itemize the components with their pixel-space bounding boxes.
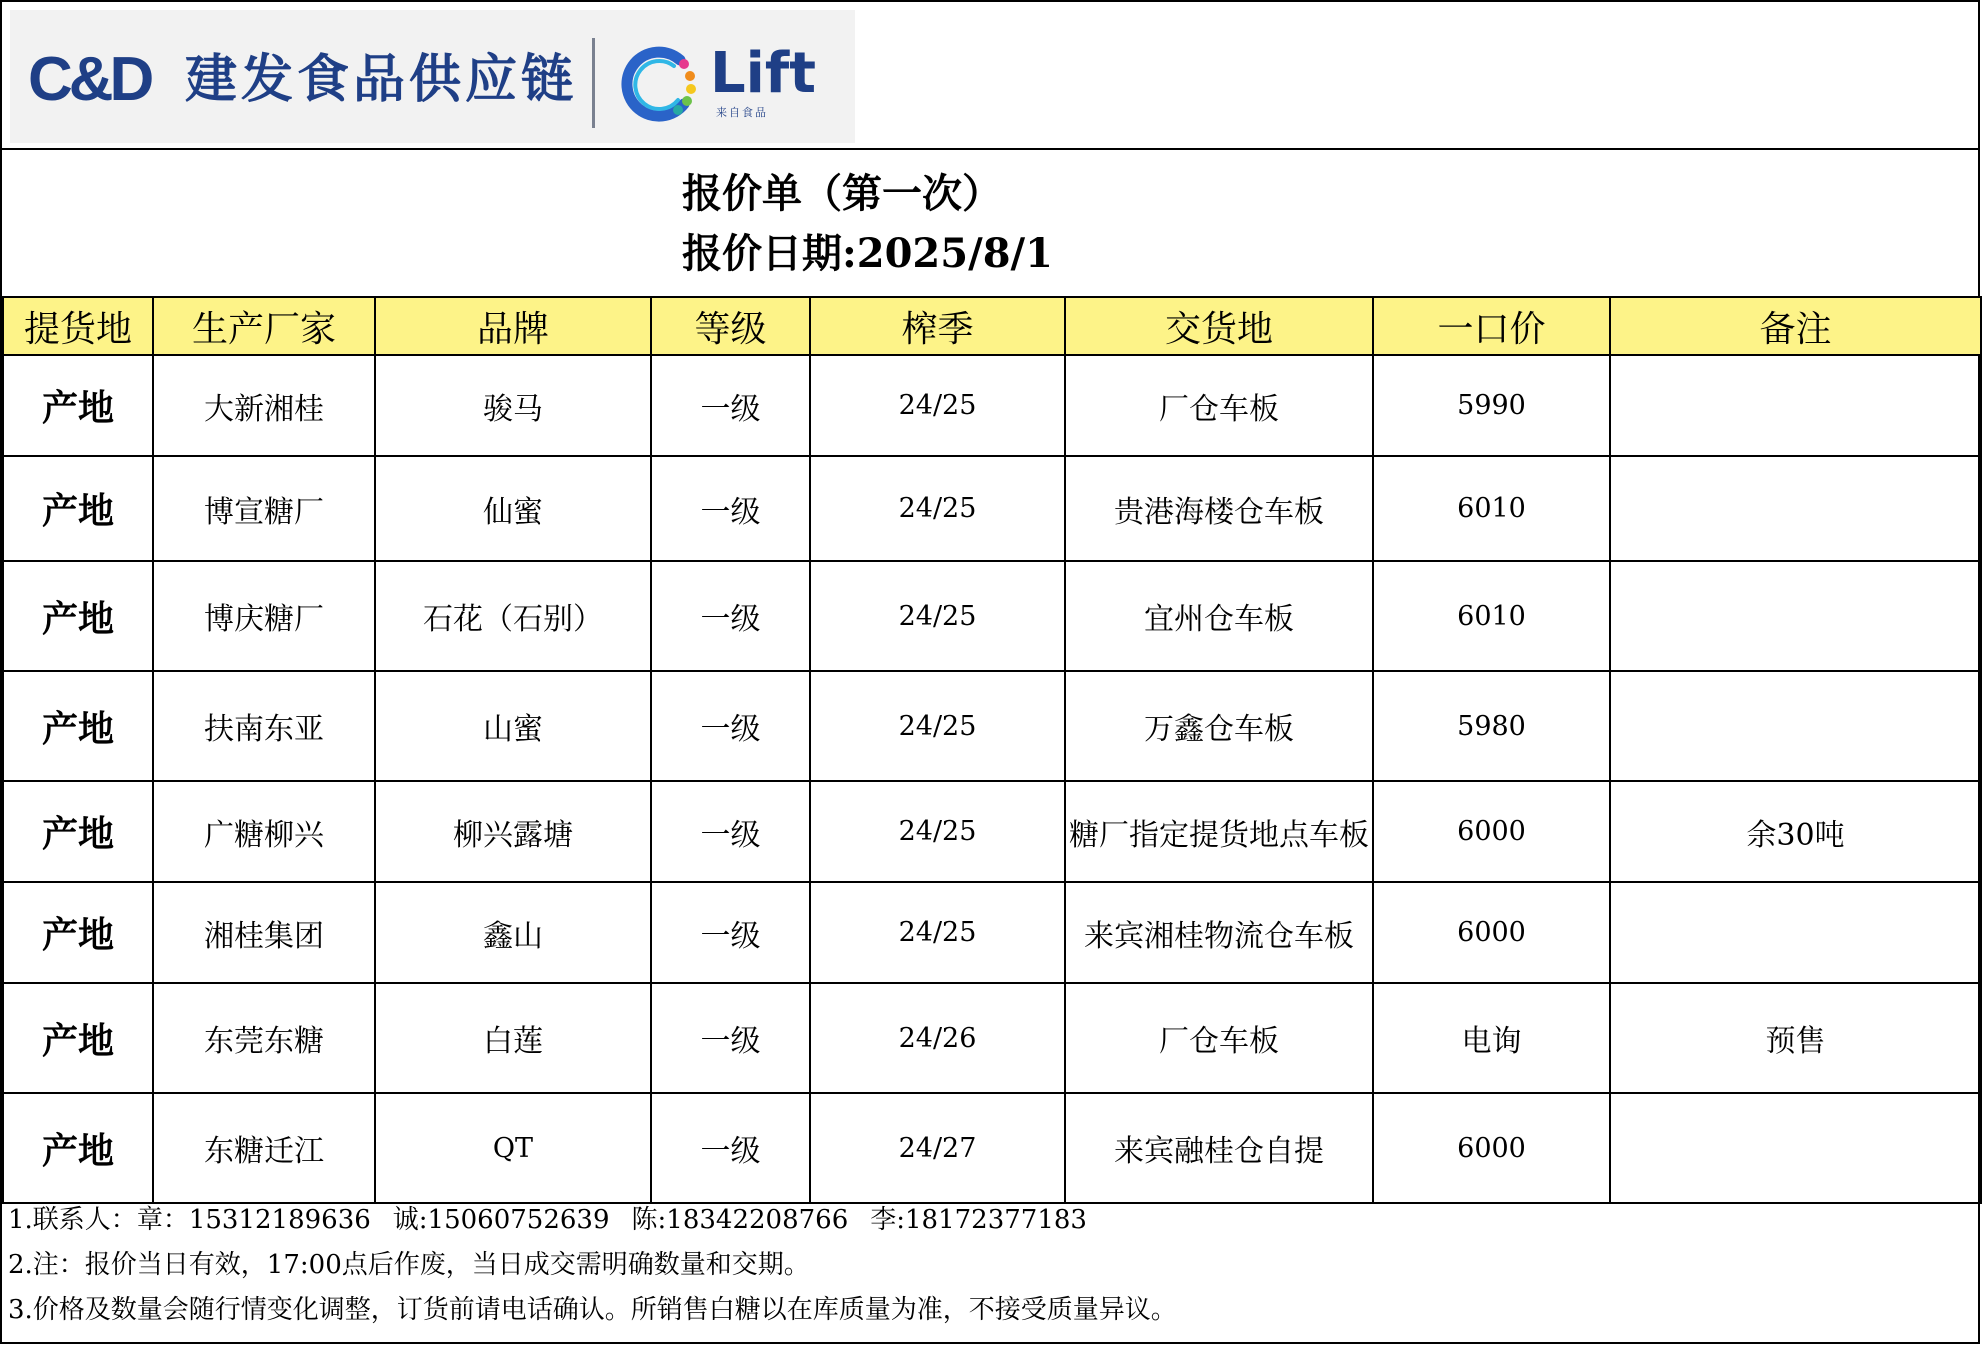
- header-grade: 等级: [651, 297, 810, 355]
- price-table: [2, 296, 1982, 1204]
- cell-remark: [1610, 456, 1981, 561]
- cell-delivery: 厂仓车板: [1065, 983, 1373, 1093]
- cell-delivery: 宜州仓车板: [1065, 561, 1373, 671]
- company-name: 建发食品供应链: [185, 50, 578, 110]
- cell-origin: 产地: [3, 781, 153, 882]
- table-row: [3, 355, 1981, 456]
- lift-logo-text: Lift: [710, 41, 817, 106]
- contact-zhang: 章：15312189636: [136, 1205, 371, 1235]
- cell-remark: 预售: [1610, 983, 1981, 1093]
- cell-maker: 扶南东亚: [153, 671, 375, 781]
- table-row: [3, 983, 1981, 1093]
- cell-price: 6010: [1373, 561, 1610, 671]
- header-delivery: 交货地: [1065, 297, 1373, 355]
- cell-remark: [1610, 882, 1981, 983]
- quote-date-label: 报价日期:: [682, 230, 857, 277]
- notes-section: [8, 1198, 1177, 1333]
- lift-logo-subtext: 来自食品: [716, 106, 768, 119]
- cell-delivery: 来宾融桂仓自提: [1065, 1093, 1373, 1203]
- contact-li: 李:18172377183: [870, 1205, 1087, 1235]
- cd-logo-icon: [28, 42, 178, 114]
- cell-origin: 产地: [3, 983, 153, 1093]
- table-row: [3, 561, 1981, 671]
- cell-brand: 石花（石别）: [375, 561, 651, 671]
- table-row: [3, 882, 1981, 983]
- cell-delivery: 万鑫仓车板: [1065, 671, 1373, 781]
- cell-season: 24/25: [810, 561, 1065, 671]
- header-price: 一口价: [1373, 297, 1610, 355]
- cell-grade: 一级: [651, 561, 810, 671]
- cell-season: 24/25: [810, 781, 1065, 882]
- cell-brand: 柳兴露塘: [375, 781, 651, 882]
- header-remark: 备注: [1610, 297, 1981, 355]
- note-validity: 2.注：报价当日有效，17:00点后作废，当日成交需明确数量和交期。: [8, 1250, 810, 1280]
- cell-grade: 一级: [651, 671, 810, 781]
- cell-brand: 山蜜: [375, 671, 651, 781]
- header-maker: 生产厂家: [153, 297, 375, 355]
- cell-delivery: 糖厂指定提货地点车板: [1065, 781, 1373, 882]
- cell-season: 24/25: [810, 671, 1065, 781]
- cell-brand: QT: [375, 1093, 651, 1203]
- cell-season: 24/26: [810, 983, 1065, 1093]
- cell-grade: 一级: [651, 456, 810, 561]
- quote-date: [682, 230, 1053, 278]
- cell-brand: 鑫山: [375, 882, 651, 983]
- table-header-row: [3, 297, 1981, 355]
- table-row: [3, 781, 1981, 882]
- cell-origin: 产地: [3, 1093, 153, 1203]
- cell-brand: 白莲: [375, 983, 651, 1093]
- table-row: [3, 671, 1981, 781]
- note-quality: 3.价格及数量会随行情变化调整，订货前请电话确认。所销售白糖以在库质量为准，不接受质量异议。: [8, 1295, 1177, 1325]
- contact-label: 1.联系人：: [8, 1205, 137, 1235]
- banner-divider: [2, 148, 1980, 150]
- contact-chen: 陈:18342208766: [631, 1205, 849, 1235]
- cell-maker: 东糖迁江: [153, 1093, 375, 1203]
- cell-grade: 一级: [651, 882, 810, 983]
- cell-maker: 东莞东糖: [153, 983, 375, 1093]
- cell-price: 6000: [1373, 781, 1610, 882]
- cell-brand: 仙蜜: [375, 456, 651, 561]
- cell-delivery: 来宾湘桂物流仓车板: [1065, 882, 1373, 983]
- cell-remark: [1610, 561, 1981, 671]
- cell-remark: [1610, 355, 1981, 456]
- cell-origin: 产地: [3, 355, 153, 456]
- table-row: [3, 456, 1981, 561]
- cell-grade: 一级: [651, 781, 810, 882]
- cell-season: 24/25: [810, 355, 1065, 456]
- cell-season: 24/27: [810, 1093, 1065, 1203]
- cell-season: 24/25: [810, 456, 1065, 561]
- table-row: [3, 1093, 1981, 1203]
- header-brand: 品牌: [375, 297, 651, 355]
- quote-date-value: 2025/8/1: [856, 230, 1053, 277]
- cell-remark: [1610, 1093, 1981, 1203]
- cell-delivery: 贵港海楼仓车板: [1065, 456, 1373, 561]
- cell-remark: 余30吨: [1610, 781, 1981, 882]
- cell-season: 24/25: [810, 882, 1065, 983]
- cell-grade: 一级: [651, 983, 810, 1093]
- cell-price: 6000: [1373, 1093, 1610, 1203]
- cell-price: 6010: [1373, 456, 1610, 561]
- document-title: 报价单（第一次）: [682, 170, 1002, 217]
- cell-maker: 大新湘桂: [153, 355, 375, 456]
- cell-price: 6000: [1373, 882, 1610, 983]
- cell-maker: 湘桂集团: [153, 882, 375, 983]
- cell-delivery: 厂仓车板: [1065, 355, 1373, 456]
- cell-maker: 博宣糖厂: [153, 456, 375, 561]
- contact-cheng: 诚:15060752639: [392, 1205, 610, 1235]
- cell-maker: 广糖柳兴: [153, 781, 375, 882]
- cell-maker: 博庆糖厂: [153, 561, 375, 671]
- cell-origin: 产地: [3, 882, 153, 983]
- cell-grade: 一级: [651, 355, 810, 456]
- header-season: 榨季: [810, 297, 1065, 355]
- cell-price: 5990: [1373, 355, 1610, 456]
- header-origin: 提货地: [3, 297, 153, 355]
- note-contacts: [8, 1198, 1177, 1243]
- cell-origin: 产地: [3, 561, 153, 671]
- logo-divider: [592, 38, 595, 128]
- cd-logo-text: C&D: [28, 45, 151, 114]
- lift-ring-icon: [618, 42, 702, 126]
- cell-origin: 产地: [3, 456, 153, 561]
- cell-price: 5980: [1373, 671, 1610, 781]
- logo-banner: [10, 10, 855, 143]
- cell-grade: 一级: [651, 1093, 810, 1203]
- cell-brand: 骏马: [375, 355, 651, 456]
- cell-origin: 产地: [3, 671, 153, 781]
- cell-remark: [1610, 671, 1981, 781]
- cell-price: 电询: [1373, 983, 1610, 1093]
